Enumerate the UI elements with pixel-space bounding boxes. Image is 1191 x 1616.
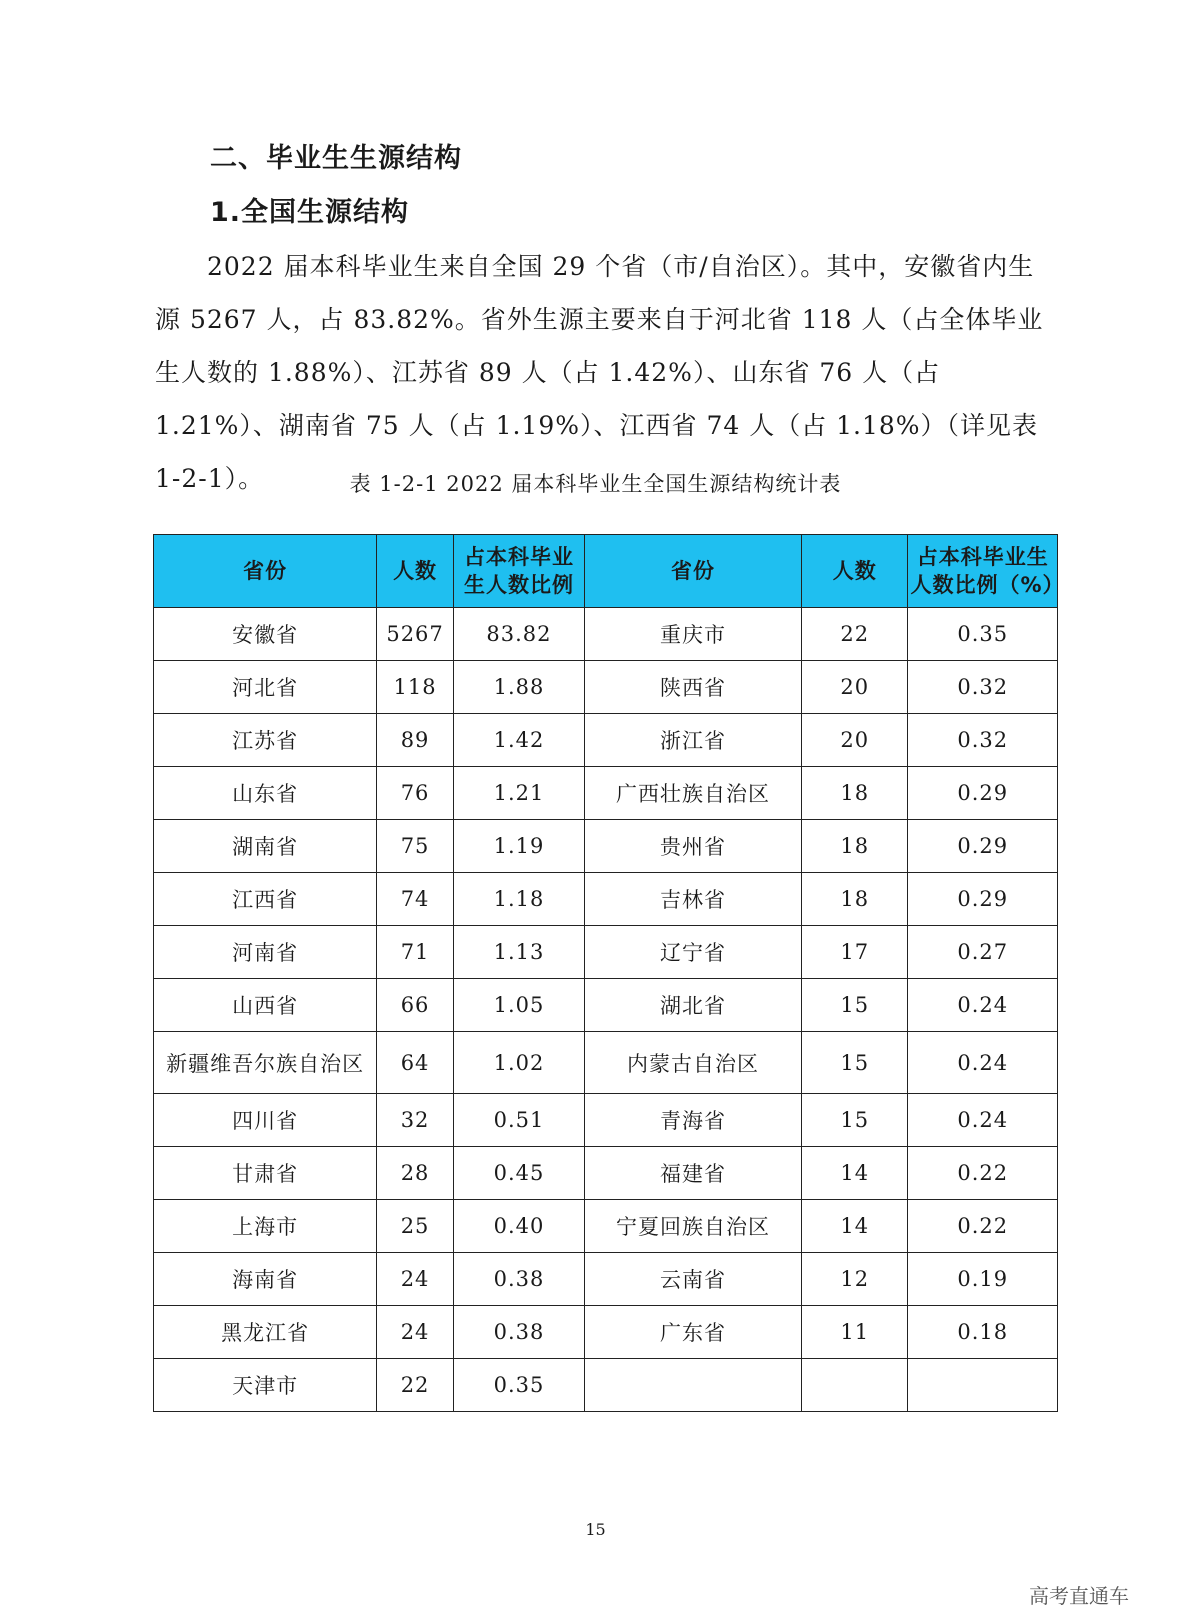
table-cell: 1.02 — [453, 1032, 584, 1094]
table-cell: 0.27 — [908, 926, 1058, 979]
table-caption: 表 1-2-1 2022 届本科毕业生全国生源结构统计表 — [349, 472, 842, 496]
table-cell: 宁夏回族自治区 — [584, 1200, 801, 1253]
table-cell — [584, 1359, 801, 1412]
header-count-2: 人数 — [802, 535, 908, 608]
table-cell: 山东省 — [154, 767, 377, 820]
body-paragraph: 2022 届本科毕业生来自全国 29 个省（市/自治区）。其中，安徽省内生源 5267 人，占 83.82%。省外生源主要来自于河北省 118 人（占全体毕业生人数的 1.88%）、江苏省 89 人（占 1.42%）、山东省 76 人（占 1.21%）、湖南省 75 人（占 1.19%）、江西省 74 人（占 1.18%）（详见表 1-2-1）。 — [155, 252, 1044, 493]
table-cell: 74 — [377, 873, 454, 926]
table-cell: 1.18 — [453, 873, 584, 926]
table-cell: 贵州省 — [584, 820, 801, 873]
table-cell: 1.42 — [453, 714, 584, 767]
table-cell: 0.45 — [453, 1147, 584, 1200]
table-row — [154, 608, 1058, 661]
table-cell — [802, 1359, 908, 1412]
table-cell: 1.21 — [453, 767, 584, 820]
table-cell: 广东省 — [584, 1306, 801, 1359]
table-header-row — [154, 535, 1058, 608]
table-cell: 1.19 — [453, 820, 584, 873]
table-cell: 甘肃省 — [154, 1147, 377, 1200]
table-cell: 17 — [802, 926, 908, 979]
table-cell: 15 — [802, 1094, 908, 1147]
table-row — [154, 661, 1058, 714]
table-row — [154, 714, 1058, 767]
table-cell: 上海市 — [154, 1200, 377, 1253]
page-number: 15 — [585, 1520, 606, 1539]
table-cell: 0.51 — [453, 1094, 584, 1147]
header-province-1: 省份 — [154, 535, 377, 608]
table-cell: 江西省 — [154, 873, 377, 926]
watermark-text: 高考直通车 — [1029, 1584, 1129, 1608]
table-cell: 湖北省 — [584, 979, 801, 1032]
table-cell: 71 — [377, 926, 454, 979]
table-cell: 15 — [802, 979, 908, 1032]
table-cell: 64 — [377, 1032, 454, 1094]
table-cell: 28 — [377, 1147, 454, 1200]
table-cell: 河北省 — [154, 661, 377, 714]
table-cell: 20 — [802, 661, 908, 714]
section-heading: 二、毕业生生源结构 — [210, 143, 462, 174]
table-cell: 吉林省 — [584, 873, 801, 926]
table-cell: 0.35 — [908, 608, 1058, 661]
table-cell: 24 — [377, 1306, 454, 1359]
table-cell: 32 — [377, 1094, 454, 1147]
table-cell: 0.32 — [908, 714, 1058, 767]
table-row — [154, 873, 1058, 926]
table-cell: 辽宁省 — [584, 926, 801, 979]
table-cell: 76 — [377, 767, 454, 820]
table-cell: 0.24 — [908, 979, 1058, 1032]
table-cell: 海南省 — [154, 1253, 377, 1306]
table-cell: 0.29 — [908, 873, 1058, 926]
table-cell: 24 — [377, 1253, 454, 1306]
table-cell: 75 — [377, 820, 454, 873]
province-source-table — [153, 534, 1065, 1412]
table-cell: 0.22 — [908, 1200, 1058, 1253]
table-row — [154, 1094, 1058, 1147]
table-cell: 14 — [802, 1200, 908, 1253]
table-cell: 0.38 — [453, 1306, 584, 1359]
table-cell: 0.24 — [908, 1094, 1058, 1147]
table-cell: 1.13 — [453, 926, 584, 979]
table-cell: 0.40 — [453, 1200, 584, 1253]
table-cell — [908, 1359, 1058, 1412]
header-province-2: 省份 — [584, 535, 801, 608]
table-cell: 18 — [802, 873, 908, 926]
table-cell: 内蒙古自治区 — [584, 1032, 801, 1094]
subsection-heading: 1.全国生源结构 — [210, 197, 410, 228]
table-cell: 山西省 — [154, 979, 377, 1032]
table-cell: 83.82 — [453, 608, 584, 661]
header-ratio-2: 占本科毕业生人数比例（%） — [908, 535, 1058, 608]
table-cell: 河南省 — [154, 926, 377, 979]
table-cell: 0.24 — [908, 1032, 1058, 1094]
table-cell: 11 — [802, 1306, 908, 1359]
table-row — [154, 1032, 1058, 1094]
table-cell: 18 — [802, 820, 908, 873]
table-row — [154, 1147, 1058, 1200]
table-cell: 12 — [802, 1253, 908, 1306]
table-cell: 89 — [377, 714, 454, 767]
table-cell: 新疆维吾尔族自治区 — [154, 1032, 377, 1094]
table-cell: 福建省 — [584, 1147, 801, 1200]
table-cell: 江苏省 — [154, 714, 377, 767]
table-cell: 陕西省 — [584, 661, 801, 714]
table-cell: 安徽省 — [154, 608, 377, 661]
table-cell: 0.35 — [453, 1359, 584, 1412]
table-row — [154, 1253, 1058, 1306]
table-cell: 1.05 — [453, 979, 584, 1032]
table-cell: 14 — [802, 1147, 908, 1200]
table-cell: 天津市 — [154, 1359, 377, 1412]
table-cell: 0.29 — [908, 820, 1058, 873]
table-cell: 广西壮族自治区 — [584, 767, 801, 820]
table-cell: 15 — [802, 1032, 908, 1094]
table-cell: 青海省 — [584, 1094, 801, 1147]
table-cell: 5267 — [377, 608, 454, 661]
table-cell: 66 — [377, 979, 454, 1032]
table-row — [154, 1200, 1058, 1253]
table-cell: 20 — [802, 714, 908, 767]
table-cell: 云南省 — [584, 1253, 801, 1306]
table-cell: 黑龙江省 — [154, 1306, 377, 1359]
table-row — [154, 1359, 1058, 1412]
table-cell: 1.88 — [453, 661, 584, 714]
header-ratio-1: 占本科毕业生人数比例 — [453, 535, 584, 608]
table-cell: 18 — [802, 767, 908, 820]
table-cell: 0.22 — [908, 1147, 1058, 1200]
table-cell: 0.29 — [908, 767, 1058, 820]
table-row — [154, 767, 1058, 820]
table-cell: 四川省 — [154, 1094, 377, 1147]
table-cell: 0.19 — [908, 1253, 1058, 1306]
table-row — [154, 926, 1058, 979]
table-row — [154, 979, 1058, 1032]
table-row — [154, 820, 1058, 873]
table-cell: 22 — [377, 1359, 454, 1412]
table-cell: 25 — [377, 1200, 454, 1253]
header-count-1: 人数 — [377, 535, 454, 608]
table-row — [154, 1306, 1058, 1359]
table-cell: 重庆市 — [584, 608, 801, 661]
table-cell: 0.38 — [453, 1253, 584, 1306]
table-cell: 湖南省 — [154, 820, 377, 873]
table-cell: 0.32 — [908, 661, 1058, 714]
table-cell: 22 — [802, 608, 908, 661]
table-cell: 浙江省 — [584, 714, 801, 767]
table-cell: 118 — [377, 661, 454, 714]
table-cell: 0.18 — [908, 1306, 1058, 1359]
